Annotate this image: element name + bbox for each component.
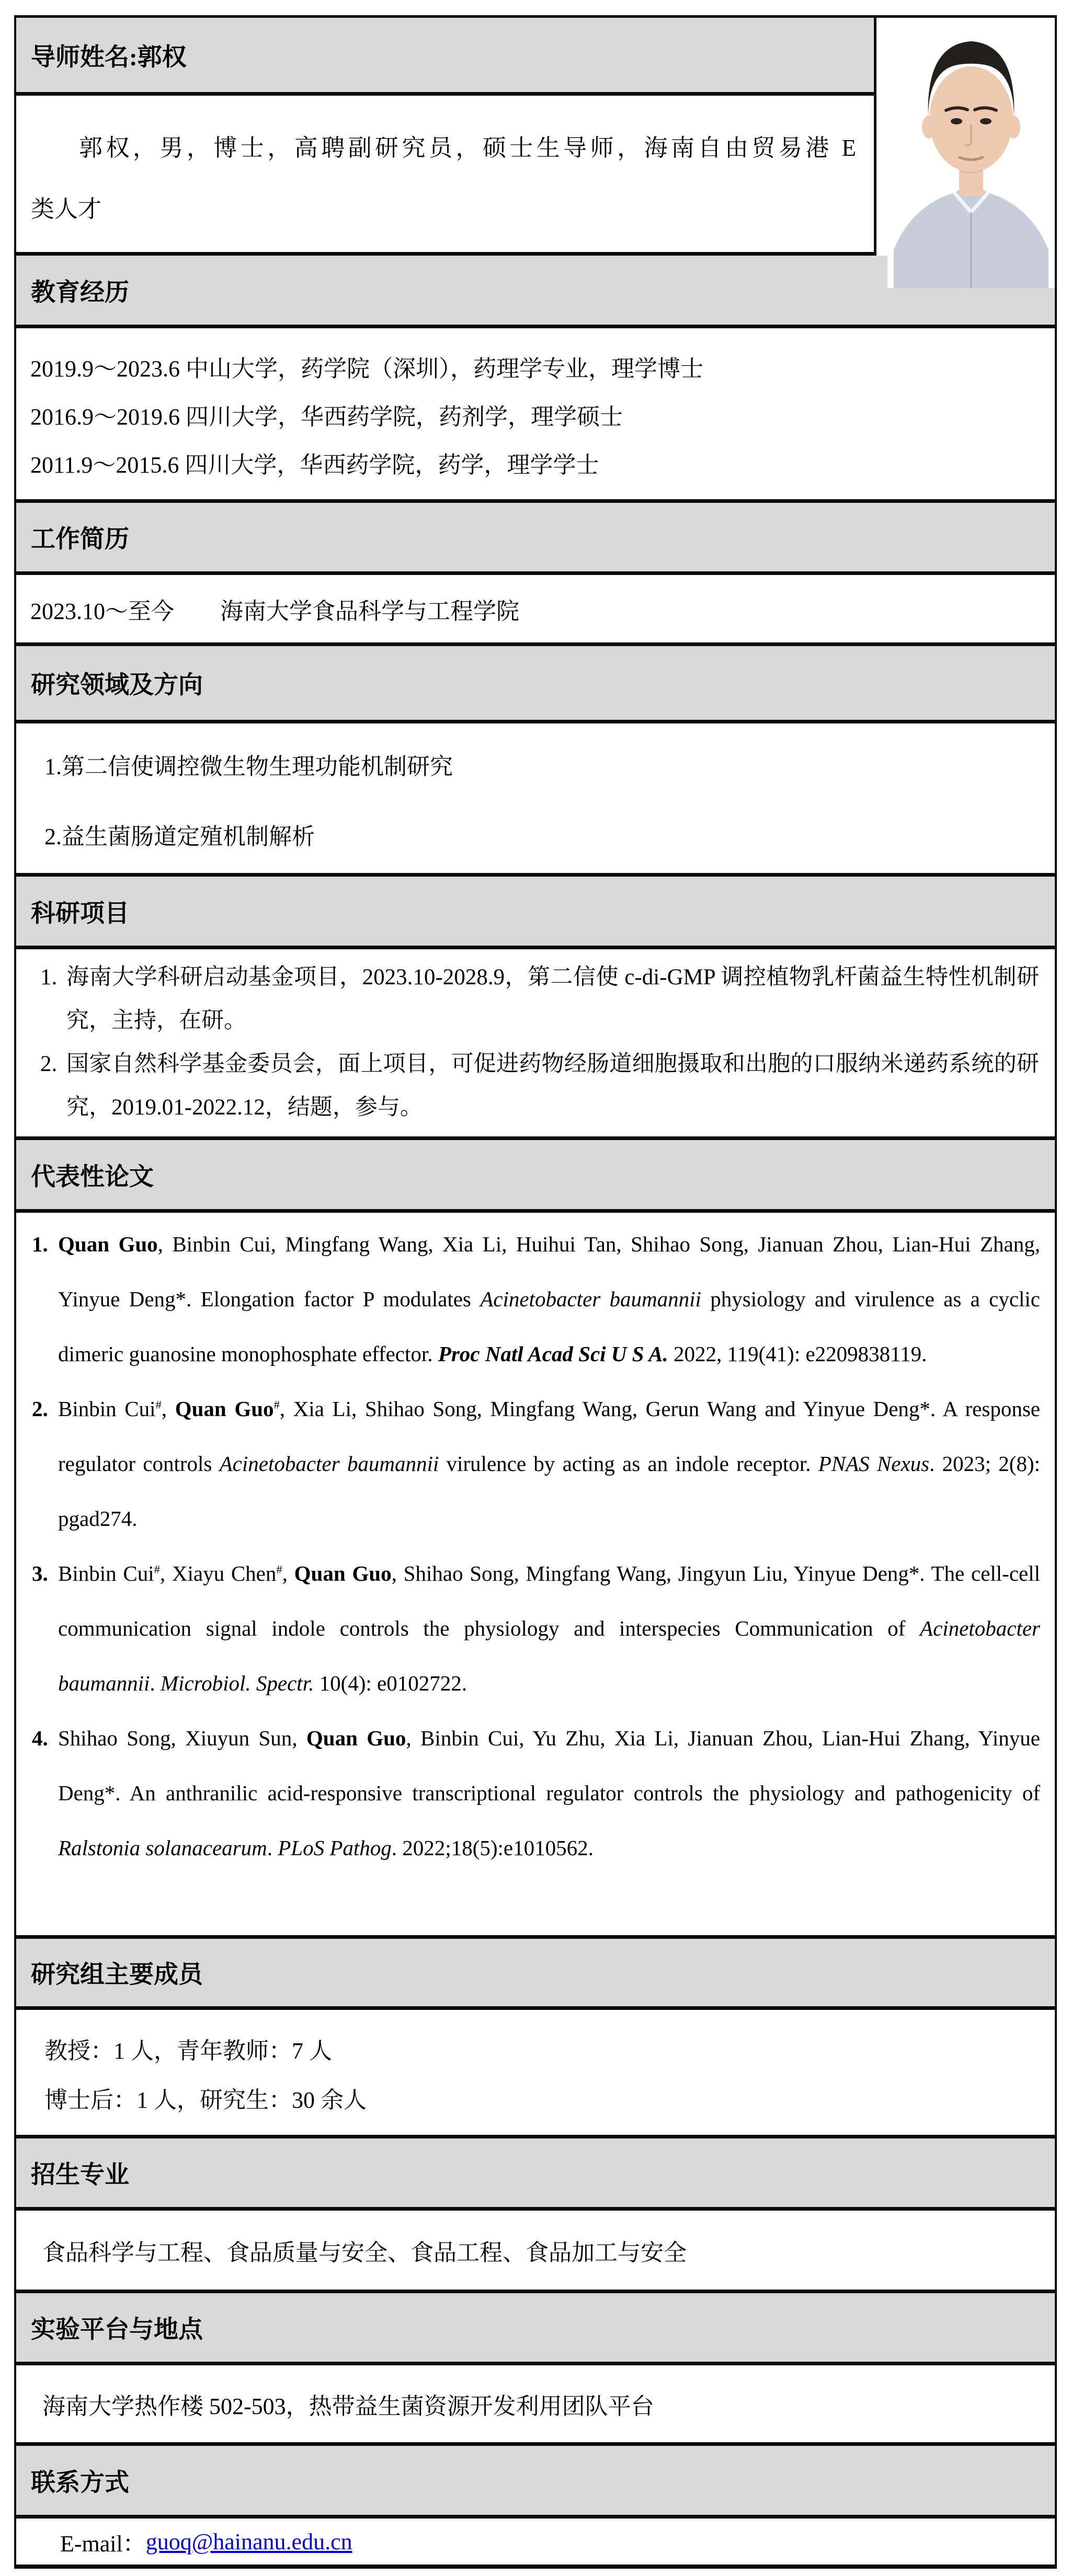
section-title: 教育经历	[31, 279, 129, 306]
section-header-contact	[16, 2446, 1055, 2518]
item-number: 2.	[32, 1397, 48, 1421]
item-text: Quan Guo, Binbin Cui, Mingfang Wang, Xia Li, Huihui Tan, Shihao Song, Jianuan Zhou, Lian-Hui Zhang, Yinyue Deng*. Elongation factor P modulates Acinetobacter baumannii physiology and virulence as a cyclic dimeric guanosine monophosphate effector. Proc Natl Acad Sci U S A. 2022, 119(41): e2209838119.	[58, 1232, 1041, 1366]
list-item: 2016.9～2019.6 四川大学，华西药学院，药剂学，理学硕士	[30, 404, 623, 430]
research-areas-list	[16, 723, 1055, 877]
section-header-admissions	[16, 2138, 1055, 2211]
section-title: 招生专业	[31, 2161, 129, 2189]
email-link[interactable]: guoq@hainanu.edu.cn	[145, 2528, 352, 2555]
item-number: 2.	[40, 1052, 58, 1076]
section-header-projects	[16, 877, 1055, 949]
list-item: 2019.9～2023.6 中山大学，药学院（深圳），药理学专业，理学博士	[30, 356, 703, 382]
list-item	[16, 1546, 1040, 1711]
projects-list	[16, 949, 1055, 1140]
section-title: 科研项目	[31, 900, 129, 927]
item-text: 海南大学科研启动基金项目，2023.10-2028.9，第二信使 c-di-GMP 调控植物乳杆菌益生特性机制研究，主持，在研。	[66, 965, 1039, 1033]
profile-table	[14, 15, 1057, 2569]
intro-line: 类人才	[31, 196, 102, 222]
list-item: 博士后：1 人，研究生：30 余人	[44, 2087, 367, 2113]
item-number: 1.	[40, 965, 58, 990]
advisor-name-row	[16, 18, 874, 96]
list-item: 教授：1 人，青年教师：7 人	[44, 2038, 332, 2064]
list-item	[16, 1711, 1040, 1876]
advisor-name-label: 导师姓名:郭权	[31, 43, 187, 71]
section-title: 工作简历	[31, 526, 129, 553]
section-title: 研究领域及方向	[31, 672, 203, 699]
item-text: Binbin Cui#, Xiayu Chen#, Quan Guo, Shihao Song, Mingfang Wang, Jingyun Liu, Yinyue Deng*. The cell-cell communication signal indole controls the physiology and interspecies Communication of Acinetobacter baumannii. Microbiol. Spectr. 10(4): e0102722.	[58, 1561, 1041, 1695]
list-item: 2011.9～2015.6 四川大学，华西药学院，药学，理学学士	[30, 452, 599, 478]
section-header-work	[16, 503, 1055, 575]
section-title: 代表性论文	[31, 1163, 154, 1191]
item-text: Shihao Song, Xiuyun Sun, Quan Guo, Binbin Cui, Yu Zhu, Xia Li, Jianuan Zhou, Lian-Hui Zhang, Yinyue Deng*. An anthranilic acid-responsive transcriptional regulator controls the physiology and pathogenicity of Ralstonia solanacearum. PLoS Pathog. 2022;18(5):e1010562.	[58, 1726, 1040, 1860]
section-header-platform	[16, 2293, 1055, 2365]
work-history-row	[16, 575, 1055, 646]
item-text: Binbin Cui#, Quan Guo#, Xia Li, Shihao Song, Mingfang Wang, Gerun Wang and Yinyue Deng*. A response regulator controls Acinetobacter baumannii virulence by acting as an indole receptor. PNAS Nexus. 2023; 2(8): pgad274.	[58, 1397, 1040, 1531]
papers-list	[16, 1213, 1055, 1939]
top-left-column	[16, 18, 874, 256]
item-number: 1.	[32, 1232, 48, 1256]
section-header-papers	[16, 1140, 1055, 1213]
admissions-row	[16, 2211, 1055, 2293]
section-title: 实验平台与地点	[31, 2316, 203, 2343]
list-item: 2.益生菌肠道定殖机制解析	[44, 824, 315, 849]
section-header-research-areas	[16, 646, 1055, 723]
section-title: 联系方式	[31, 2469, 129, 2497]
team-list	[16, 2010, 1055, 2138]
item-number: 3.	[32, 1561, 48, 1585]
list-item	[16, 1042, 1039, 1129]
profile-photo	[887, 19, 1055, 288]
platform-row	[16, 2365, 1055, 2446]
list-item: 1.第二信使调控微生物生理功能机制研究	[44, 754, 453, 779]
section-title: 研究组主要成员	[31, 1961, 203, 1988]
education-list	[16, 328, 1055, 503]
intro-line: 郭权，男，博士，高聘副研究员，硕士生导师，海南自由贸易港 E	[79, 135, 856, 161]
admissions-item: 食品科学与工程、食品质量与安全、食品工程、食品加工与安全	[42, 2239, 687, 2266]
item-text: 国家自然科学基金委员会，面上项目，可促进药物经肠道细胞摄取和出胞的口服纳米递药系统的研究，2019.01-2022.12，结题，参与。	[66, 1052, 1039, 1120]
list-item	[16, 956, 1039, 1042]
advisor-intro-row	[16, 96, 874, 252]
list-item	[16, 1217, 1040, 1382]
email-label: E-mail：	[60, 2531, 146, 2557]
list-item	[16, 1382, 1040, 1546]
work-history-item: 2023.10～至今 海南大学食品科学与工程学院	[30, 598, 519, 624]
contact-row	[16, 2518, 1055, 2569]
item-number: 4.	[32, 1726, 48, 1750]
section-header-team	[16, 1939, 1055, 2010]
platform-item: 海南大学热作楼 502-503，热带益生菌资源开发利用团队平台	[42, 2393, 654, 2419]
